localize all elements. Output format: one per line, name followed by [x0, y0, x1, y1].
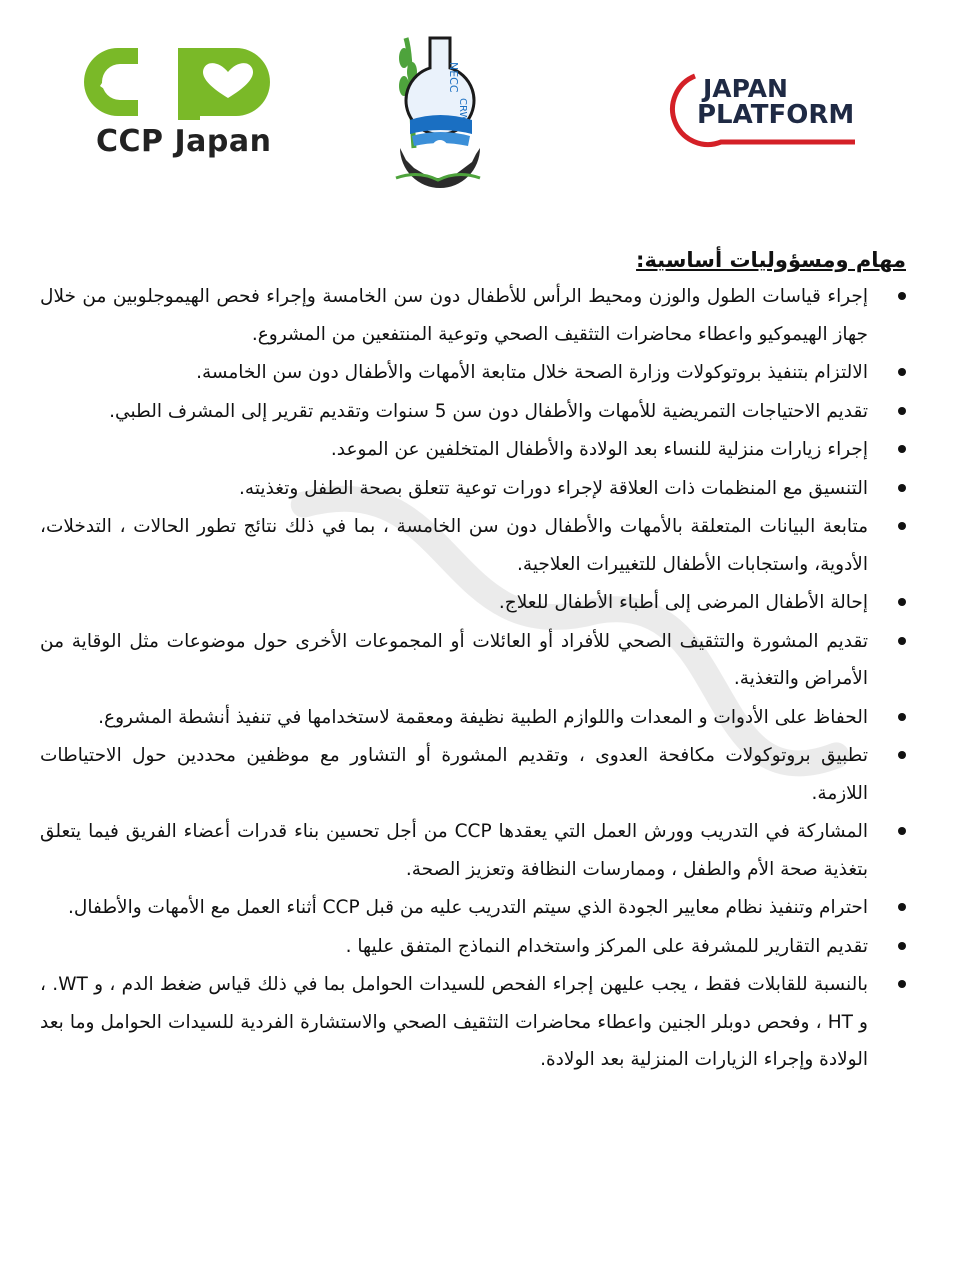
list-item-text: إحالة الأطفال المرضى إلى أطباء الأطفال للعلاج. [498, 592, 868, 613]
list-item [40, 889, 908, 927]
bullet-icon [898, 713, 906, 721]
japan-platform-text [697, 74, 855, 131]
list-item-text: تقديم التقارير للمشرفة على المركز واستخدام النماذج المتفق عليها . [345, 935, 868, 957]
list-item-text: تقديم المشورة والتثقيف الصحي للأفراد أو العائلات أو المجموعات الأخرى حول موضوعات مثل الوقاية من الأمراض والتغذية. [40, 630, 868, 689]
list-item-text: احترام وتنفيذ نظام معايير الجودة الذي سيتم التدريب عليه من قبل CCP أثناء العمل مع الأمهات والأطفال. [68, 897, 868, 918]
list-item-text: الالتزام بتنفيذ بروتوكولات وزارة الصحة خلال متابعة الأمهات والأطفال دون سن الخامسة. [196, 362, 868, 383]
list-item-text: تقديم الاحتياجات التمريضية للأمهات والأطفال دون سن 5 سنوات وتقديم تقرير إلى المشرف الطبي. [109, 400, 868, 422]
bullet-icon [898, 751, 906, 759]
list-item-text: بالنسبة للقابلات فقط ، يجب عليهن إجراء الفحص للسيدات الحوامل بما في ذلك قياس ضغط الدم ، و WT. ، و HT ، وفحص دوبلر الجنين واعطاء محاضرات التثقيف الصحي والاستشارة الفردية للسيدات الحوامل وما بعد الولادة وإجراء الزيارات المنزلية بعد الولادة. [40, 974, 869, 1070]
japan-word: JAPAN [703, 74, 788, 103]
ccp-logo-text: CCP Japan [96, 124, 272, 159]
list-item [40, 278, 908, 353]
bullet-icon [898, 827, 906, 835]
responsibilities-list [40, 278, 908, 1079]
list-item-text: التنسيق مع المنظمات ذات العلاقة لإجراء دورات توعية تتعلق بصحة الطفل وتغذيته. [239, 477, 868, 499]
list-item [40, 966, 908, 1079]
list-item [40, 584, 908, 622]
list-item-text: متابعة البيانات المتعلقة بالأمهات والأطفال دون سن الخامسة ، بما في ذلك نتائج تطور الحالات ، التدخلات، الأدوية، واستجابات الأطفال للتغييرات العلاجية. [40, 516, 868, 575]
list-item-text: تطبيق بروتوكولات مكافحة العدوى ، وتقديم المشورة أو التشاور مع موظفين محددين حول الاحتياطات اللازمة. [40, 745, 868, 804]
bullet-icon [898, 292, 906, 300]
list-item [40, 699, 908, 737]
bullet-icon [898, 598, 906, 606]
japan-platform-logo [655, 68, 855, 158]
bullet-icon [898, 484, 906, 492]
bullet-icon [898, 407, 906, 415]
necc-crw-logo [388, 28, 488, 188]
bullet-icon [898, 445, 906, 453]
document-body [40, 248, 908, 1080]
list-item [40, 623, 908, 698]
list-item [40, 431, 908, 469]
platform-word: PLATFORM [697, 100, 855, 131]
necc-letters: NECC [447, 62, 460, 93]
list-item [40, 470, 908, 508]
bullet-icon [898, 637, 906, 645]
ccp-japan-logo [78, 42, 278, 167]
ccp-dove-heart-icon [78, 42, 278, 120]
bullet-icon [898, 942, 906, 950]
bullet-icon [898, 368, 906, 376]
list-item [40, 928, 908, 966]
list-item [40, 508, 908, 583]
list-item-text: إجراء زيارات منزلية للنساء بعد الولادة والأطفال المتخلفين عن الموعد. [330, 439, 868, 460]
necc-subtext: CRW [457, 98, 468, 122]
bullet-icon [898, 522, 906, 530]
header [0, 0, 957, 220]
list-item [40, 813, 908, 888]
bullet-icon [898, 903, 906, 911]
list-item [40, 354, 908, 392]
list-item [40, 737, 908, 812]
bullet-icon [898, 980, 906, 988]
list-item [40, 393, 908, 431]
list-item-text: إجراء قياسات الطول والوزن ومحيط الرأس للأطفال دون سن الخامسة وإجراء فحص الهيموجلوبين من خلال جهاز الهيموكيو واعطاء محاضرات التثقيف الصحي وتوعية المنتفعين من المشروع. [40, 286, 868, 345]
list-item-text: الحفاظ على الأدوات و المعدات واللوازم الطبية نظيفة ومعقمة لاستخدامها في تنفيذ أنشطة المشروع. [98, 706, 868, 728]
section-title: مهام ومسؤوليات أساسية: [636, 248, 906, 272]
necc-flask-gear-icon [388, 28, 488, 188]
list-item-text: المشاركة في التدريب وورش العمل التي يعقدها CCP من أجل تحسين بناء قدرات أعضاء الفريق فيما يتعلق بتغذية صحة الأم والطفل ، وممارسات النظافة وتعزيز الصحة. [40, 821, 869, 880]
